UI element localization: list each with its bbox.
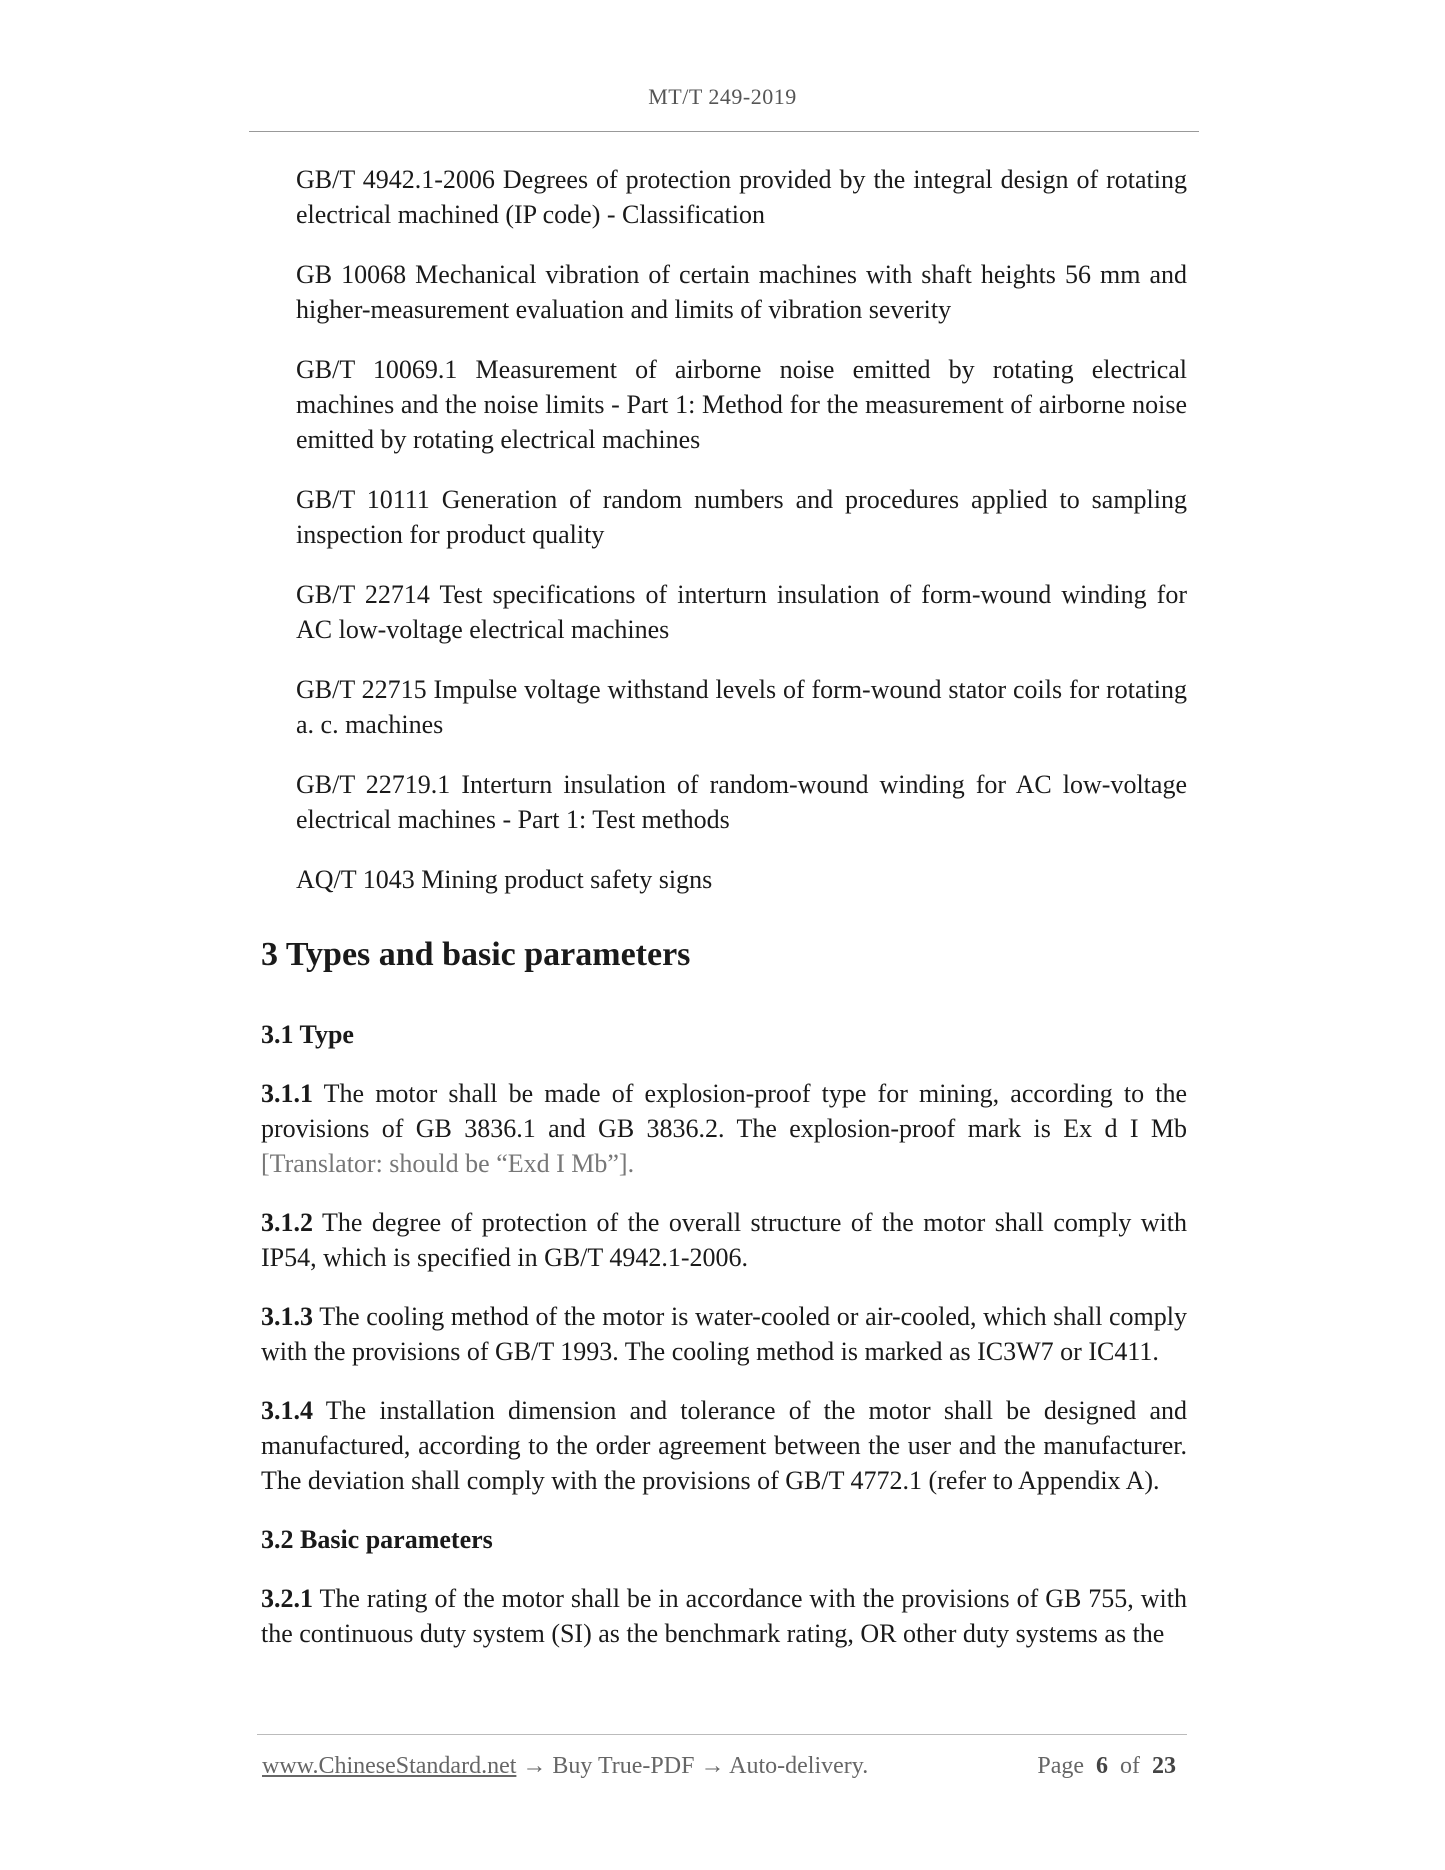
subsection-heading-type: 3.1 Type	[261, 1020, 354, 1049]
footer-divider	[257, 1734, 1187, 1735]
document-body	[261, 162, 1187, 1651]
current-page: 6	[1096, 1753, 1108, 1779]
normative-reference: GB 10068 Mechanical vibration of certain machines with shaft heights 56 mm and higher-measurement evaluation and limits of vibration severity	[296, 260, 1187, 324]
clause-text: The rating of the motor shall be in accordance with the provisions of GB 755, with the continuous duty system (SI) as the benchmark rating, OR other duty systems as the	[261, 1584, 1187, 1648]
clause-text: The cooling method of the motor is water-cooled or air-cooled, which shall comply with the provisions of GB/T 1993. The cooling method is marked as IC3W7 or IC411.	[261, 1302, 1188, 1366]
website-link[interactable]: www.ChineseStandard.net	[262, 1753, 517, 1779]
header-divider	[249, 131, 1199, 132]
footer-promo	[262, 1753, 868, 1780]
arrow-icon: →	[522, 1753, 547, 1779]
clause-number: 3.1.2	[261, 1208, 313, 1237]
normative-reference: AQ/T 1043 Mining product safety signs	[296, 865, 713, 894]
clause-number: 3.1.1	[261, 1079, 313, 1108]
clause-text: The installation dimension and tolerance of the motor shall be designed and manufactured, according to the order agreement between the user and the manufacturer. The deviation shall comply with the provisions of GB/T 4772.1 (refer to Appendix A).	[261, 1396, 1187, 1495]
clause-text: The motor shall be made of explosion-proof type for mining, according to the provisions of GB 3836.1 and GB 3836.2. The explosion-proof mark is Ex d I Mb	[261, 1079, 1187, 1143]
of-label: of	[1120, 1753, 1140, 1779]
normative-reference: GB/T 10111 Generation of random numbers and procedures applied to sampling inspection for product quality	[296, 485, 1187, 549]
clause-3-1-1	[261, 1076, 1187, 1181]
clause-number: 3.2.1	[261, 1584, 313, 1613]
subsection-heading-basic-parameters: 3.2 Basic parameters	[261, 1525, 493, 1554]
clause-3-1-2	[261, 1205, 1187, 1275]
translator-note: [Translator: should be “Exd I Mb”].	[261, 1149, 635, 1178]
page-number	[1037, 1753, 1176, 1780]
normative-reference: GB/T 10069.1 Measurement of airborne noise emitted by rotating electrical machines and the noise limits - Part 1: Method for the measurement of airborne noise emitted by rotating electrical machines	[296, 355, 1187, 454]
clause-3-2-1	[261, 1581, 1187, 1651]
clause-3-1-3	[261, 1299, 1187, 1369]
section-heading: 3 Types and basic parameters	[261, 936, 691, 973]
total-pages: 23	[1152, 1753, 1176, 1779]
normative-reference: GB/T 4942.1-2006 Degrees of protection provided by the integral design of rotating electrical machined (IP code) - Classification	[296, 165, 1187, 229]
arrow-icon: →	[700, 1753, 725, 1779]
clause-number: 3.1.4	[261, 1396, 313, 1425]
running-header: MT/T 249-2019	[648, 84, 797, 109]
buy-text: Buy True-PDF	[552, 1753, 695, 1779]
page-label: Page	[1037, 1753, 1084, 1779]
normative-reference: GB/T 22714 Test specifications of interturn insulation of form-wound winding for AC low-voltage electrical machines	[296, 580, 1187, 644]
clause-text: The degree of protection of the overall structure of the motor shall comply with IP54, which is specified in GB/T 4942.1-2006.	[261, 1208, 1187, 1272]
normative-reference: GB/T 22719.1 Interturn insulation of random-wound winding for AC low-voltage electrical machines - Part 1: Test methods	[296, 770, 1187, 834]
delivery-text: Auto-delivery.	[729, 1753, 869, 1779]
clause-3-1-4	[261, 1393, 1187, 1498]
normative-reference: GB/T 22715 Impulse voltage withstand levels of form-wound stator coils for rotating a. c. machines	[296, 675, 1187, 739]
clause-number: 3.1.3	[261, 1302, 313, 1331]
